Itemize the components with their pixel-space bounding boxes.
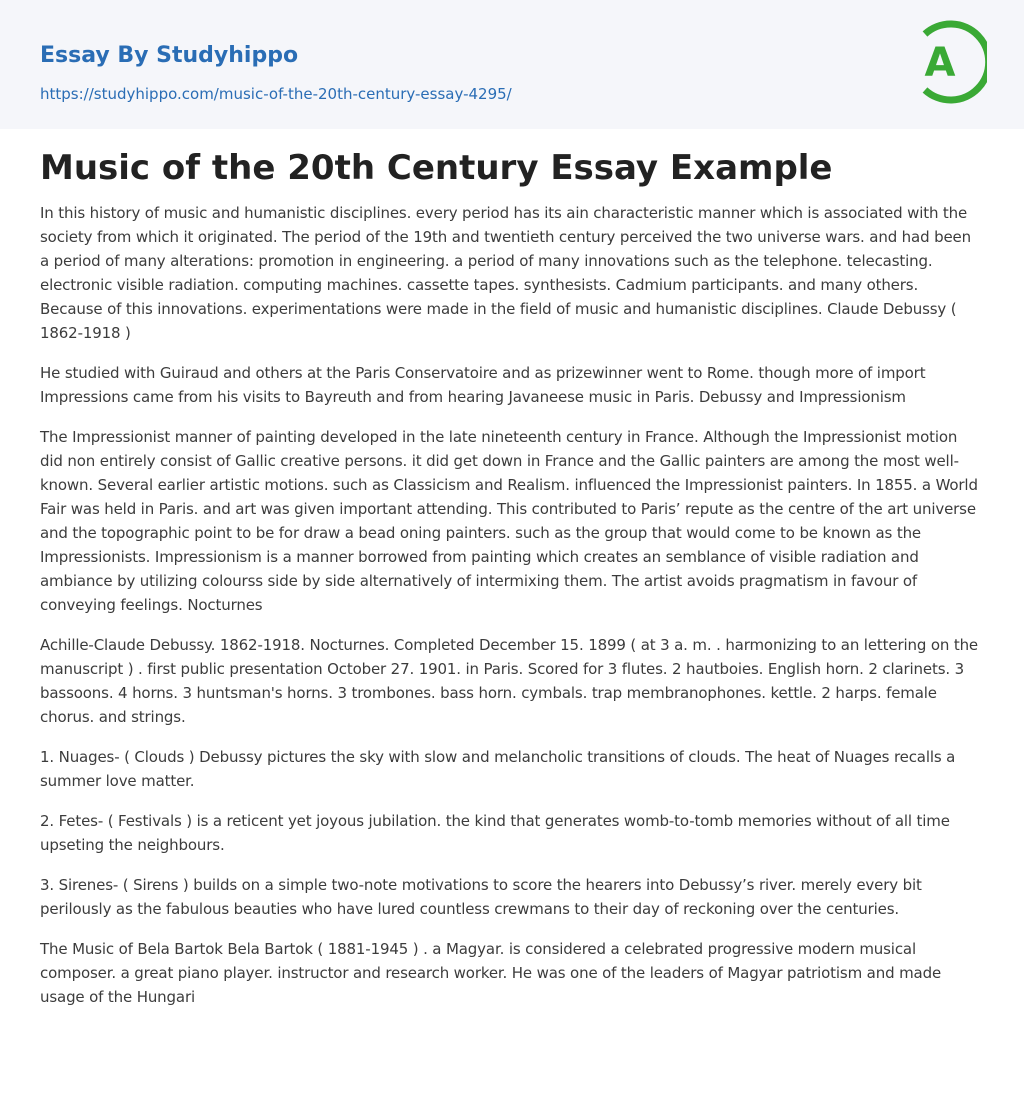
- logo-letter: A: [924, 40, 956, 86]
- studyhippo-logo-icon[interactable]: [911, 18, 987, 106]
- source-url-link[interactable]: https://studyhippo.com/music-of-the-20th-century-essay-4295/: [40, 85, 512, 103]
- essay-paragraph: The Impressionist manner of painting developed in the late nineteenth century in France. Although the Impressionist motion did non entirely consist of Gallic creative persons. it did get down in France and the Gallic painters are among the most well-known. Several earlier artistic motions. such as Classicism and Realism. influenced the Impressionist painters. In 1855. a World Fair was held in Paris. and art was given important attending. This contributed to Paris’ repute as the centre of the art universe and the topographic point to be for draw a bead oning painters. such as the group that would come to be known as the Impressionists. Impressionism is a manner borrowed from painting which creates an semblance of visible radiation and ambiance by utilizing colourss side by side alternatively of intermixing them. The artist avoids pragmatism in favour of conveying feelings. Nocturnes: [40, 428, 978, 614]
- essay-paragraph: 2. Fetes- ( Festivals ) is a reticent yet joyous jubilation. the kind that generates womb-to-tomb memories without of all time upseting the neighbours.: [40, 812, 950, 854]
- page-header: [0, 0, 1024, 129]
- essay-paragraph: 1. Nuages- ( Clouds ) Debussy pictures the sky with slow and melancholic transitions of clouds. The heat of Nuages recalls a summer love matter.: [40, 748, 956, 790]
- essay-paragraph: The Music of Bela Bartok Bela Bartok ( 1881-1945 ) . a Magyar. is considered a celebrated progressive modern musical composer. a great piano player. instructor and research worker. He was one of the leaders of Magyar patriotism and made usage of the Hungari: [40, 940, 942, 1006]
- essay-paragraph: Achille-Claude Debussy. 1862-1918. Nocturnes. Completed December 15. 1899 ( at 3 a. m. . harmonizing to an lettering on the manuscript ) . first public presentation October 27. 1901. in Paris. Scored for 3 flutes. 2 hautboies. English horn. 2 clarinets. 3 bassoons. 4 horns. 3 huntsman's horns. 3 trombones. bass horn. cymbals. trap membranophones. kettle. 2 harps. female chorus. and strings.: [40, 636, 978, 726]
- brand-title: Essay By Studyhippo: [40, 43, 299, 68]
- essay-paragraph: In this history of music and humanistic disciplines. every period has its ain characteristic manner which is associated with the society from which it originated. The period of the 19th and twentieth century perceived the two universe wars. and had been a period of many alterations: promotion in engineering. a period of many innovations such as the telephone. telecasting. electronic visible radiation. computing machines. cassette tapes. synthesists. Cadmium participants. and many others. Because of this innovations. experimentations were made in the field of music and humanistic disciplines. Claude Debussy ( 1862-1918 ): [40, 204, 971, 342]
- essay-paragraph: 3. Sirenes- ( Sirens ) builds on a simple two-note motivations to score the hearers into Debussy’s river. merely every bit perilously as the fabulous beauties who have lured countless crewmans to their day of reckoning over the centuries.: [40, 876, 922, 918]
- page-title: Music of the 20th Century Essay Example: [40, 148, 833, 188]
- essay-content: [0, 129, 1024, 1009]
- essay-paragraph: He studied with Guiraud and others at the Paris Conservatoire and as prizewinner went to Rome. though more of import Impressions came from his visits to Bayreuth and from hearing Javaneese music in Paris. Debussy and Impressionism: [40, 364, 926, 406]
